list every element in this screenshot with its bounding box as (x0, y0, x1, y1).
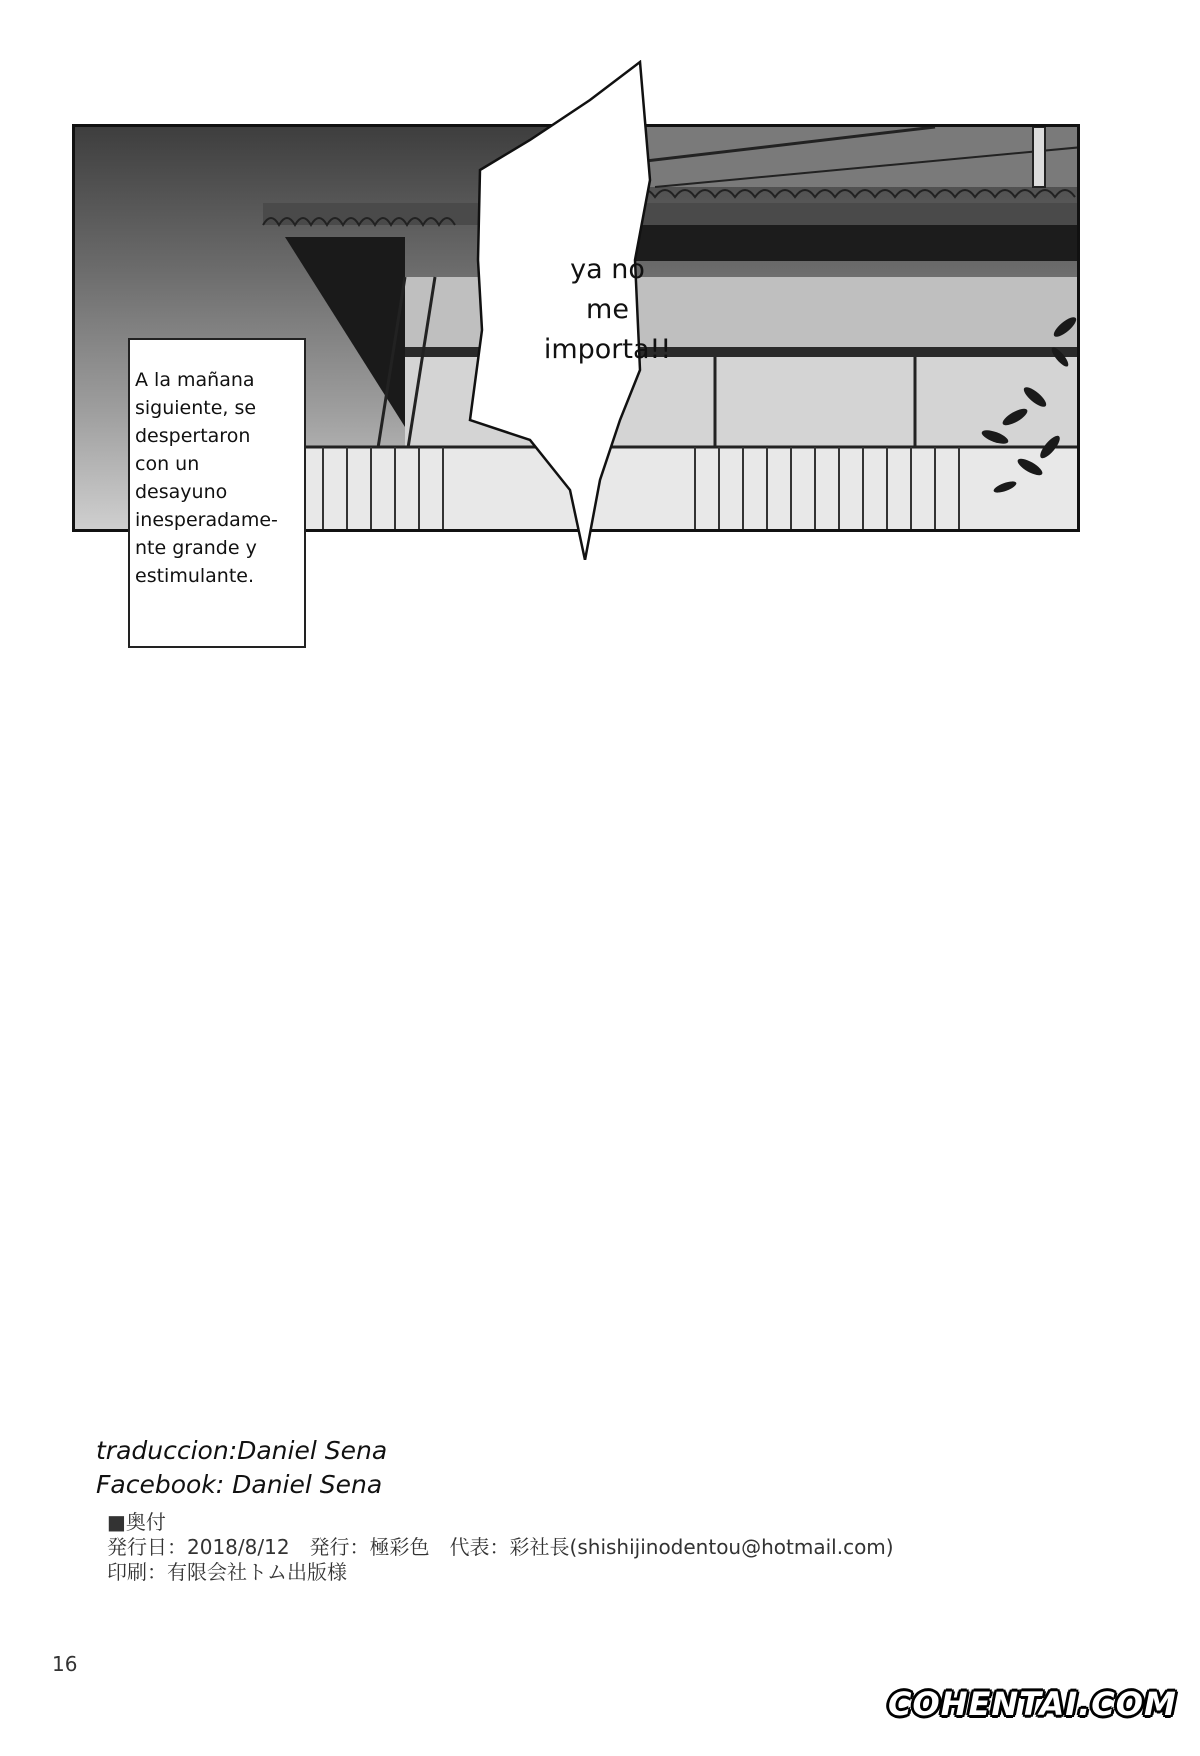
colophon-publication: 発行日：2018/8/12 発行：極彩色 代表：彩社長(shishijinodentou@hotmail.com) (107, 1535, 894, 1559)
page-number: 16 (52, 1652, 78, 1676)
colophon-printing: 印刷：有限会社トム出版様 (107, 1560, 347, 1584)
translation-credits (96, 1434, 516, 1502)
translator-credit: traduccion:Daniel Sena (96, 1436, 388, 1465)
narration-text: A la mañana siguiente, se despertaron con un desayuno inesperadame- nte grande y estimulante. (135, 369, 278, 587)
watermark-text: COHENTAI.COM (888, 1685, 1177, 1723)
facebook-credit: Facebook: Daniel Sena (96, 1470, 383, 1499)
speech-text: ya no me importa!! (543, 254, 672, 365)
site-watermark (888, 1683, 1177, 1725)
colophon-heading: ■奥付 (107, 1510, 166, 1534)
colophon (107, 1510, 1107, 1585)
